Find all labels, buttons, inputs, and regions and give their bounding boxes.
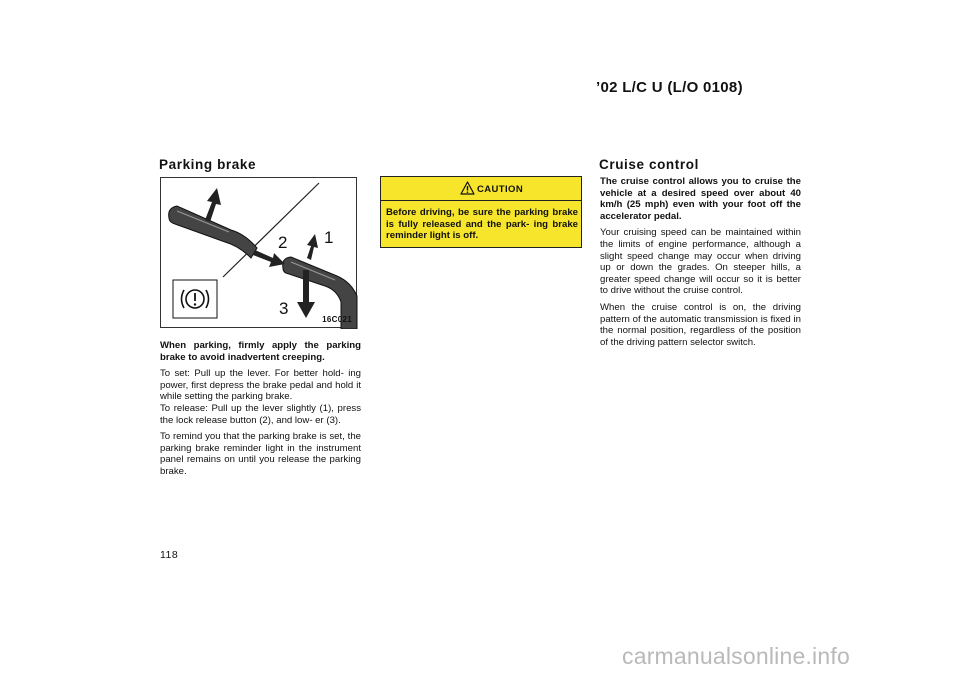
footer-watermark: carmanualsonline.info <box>622 643 850 669</box>
figure-label-2: 2 <box>278 233 288 252</box>
parking-brake-set-text: To set: Pull up the lever. For better hold- ing power, first depress the brake pedal and hold it while setting the parking brake. <box>160 368 361 403</box>
parking-brake-figure <box>160 177 357 328</box>
page-number: 118 <box>160 549 179 561</box>
parking-brake-intro: When parking, firmly apply the parking brake to avoid inadvertent creeping. <box>160 340 361 363</box>
parking-brake-reminder-text: To remind you that the parking brake is set, the parking brake reminder light in the instrument panel remains on until you release the parking brake. <box>160 431 361 477</box>
cruise-control-title: Cruise control <box>599 157 699 172</box>
parking-brake-body <box>160 340 361 483</box>
figure-label-3: 3 <box>279 299 289 318</box>
cruise-control-intro: The cruise control allows you to cruise the vehicle at a desired speed over about 40 km/h (25 mph) even with your foot off the accelerator pedal. <box>600 176 801 222</box>
caution-text: Before driving, be sure the parking brake is fully released and the park- ing brake reminder light is off. <box>386 207 578 242</box>
parking-brake-title: Parking brake <box>159 157 257 172</box>
parking-brake-illustration <box>161 178 358 329</box>
caution-label: CAUTION <box>477 184 524 195</box>
warning-triangle-icon <box>460 181 475 195</box>
cruise-control-body <box>600 176 801 353</box>
parking-brake-release-text: To release: Pull up the lever slightly (1), press the lock release button (2), and low- er (3). <box>160 402 361 426</box>
figure-label-1: 1 <box>324 228 334 247</box>
caution-box <box>380 176 582 248</box>
cruise-control-speed-text: Your cruising speed can be maintained within the limits of engine performance, although a slight speed change may occur when driving up or down the grades. On steeper hills, a greater speed change will occur so it is better to drive without the cruise control. <box>600 227 801 297</box>
figure-code: 16C021 <box>322 315 352 324</box>
document-code: ’02 L/C U (L/O 0108) <box>596 79 743 96</box>
cruise-control-pattern-text: When the cruise control is on, the driving pattern of the automatic transmission is fixed in the normal position, regardless of the position of the driving pattern selector switch. <box>600 301 801 348</box>
